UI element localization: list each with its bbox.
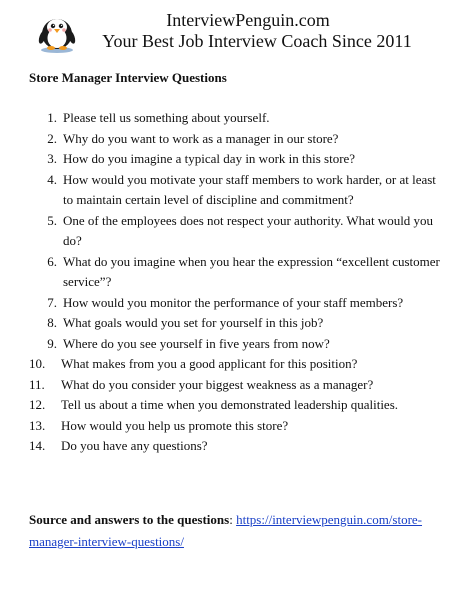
question-item [29,436,449,457]
question-number: 11. [29,376,45,392]
question-text: What do you imagine when you hear the expression “excellent customer service”? [63,253,440,289]
question-text: What makes from you a good applicant for this position? [61,356,358,371]
question-number: 13. [29,417,46,433]
question-item [29,170,449,211]
question-number: 4. [47,171,57,187]
question-item [29,334,449,355]
source-separator: : [229,512,237,527]
document-title: Store Manager Interview Questions [29,70,227,85]
question-item [29,354,449,375]
question-item [29,293,449,314]
question-item [29,129,449,150]
source-link[interactable]: https://interviewpenguin.com/store-manager-interview-questions/ [29,512,423,549]
question-text: Tell us about a time when you demonstrated leadership qualities. [61,397,399,412]
header-text [0,10,470,51]
question-item [29,149,449,170]
question-number: 14. [29,438,46,453]
question-text: What goals would you set for yourself in this job? [63,315,324,330]
question-number: 6. [47,253,57,269]
question-text: One of the employees does not respect your authority. What would you do? [63,212,434,248]
question-text: What do you consider your biggest weakness as a manager? [61,376,374,392]
question-item [29,108,449,129]
questions-list [29,108,449,457]
question-item [29,416,449,437]
question-text: How would you motivate your staff members to work harder, or at least to maintain certain level of discipline and commitment? [63,171,436,207]
question-item [29,313,449,334]
page-header [0,0,470,60]
site-tagline: Your Best Job Interview Coach Since 2011 [102,30,412,51]
question-text: Why do you want to work as a manager in our store? [63,130,339,146]
question-number: 7. [47,294,57,310]
question-item [29,252,449,293]
question-text: How do you imagine a typical day in work in this store? [63,151,356,166]
source-note [29,509,449,553]
question-item [29,375,449,396]
source-label: Source and answers to the questions [29,512,230,527]
question-number: 8. [47,315,57,330]
question-number: 12. [29,397,46,412]
question-item [29,211,449,252]
question-number: 9. [47,335,57,351]
question-text: Do you have any questions? [61,438,208,453]
question-text: Please tell us something about yourself. [63,110,270,125]
site-name: InterviewPenguin.com [166,10,330,30]
question-text: How would you help us promote this store? [61,417,289,433]
question-number: 2. [47,130,57,146]
question-item [29,395,449,416]
question-number: 1. [47,110,57,125]
question-number: 10. [29,356,46,371]
question-number: 5. [47,212,57,228]
question-text: Where do you see yourself in five years from now? [63,335,330,351]
question-text: How would you monitor the performance of your staff members? [63,294,404,310]
question-number: 3. [47,151,57,166]
